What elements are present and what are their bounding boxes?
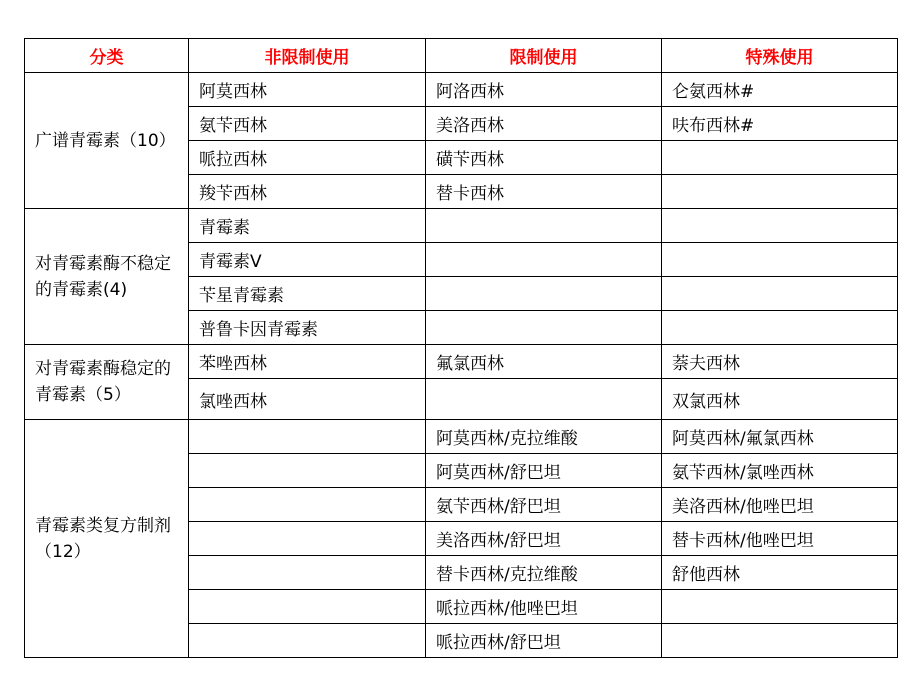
penicillin-classification-table bbox=[24, 38, 898, 658]
unrestricted-cell bbox=[189, 454, 426, 488]
unrestricted-cell bbox=[189, 624, 426, 658]
category-cell: 对青霉素酶稳定的青霉素（5） bbox=[25, 345, 189, 420]
category-cell: 广谱青霉素（10） bbox=[25, 73, 189, 209]
special-cell: 萘夫西林 bbox=[662, 345, 898, 379]
table-row bbox=[25, 345, 898, 379]
unrestricted-cell: 青霉素V bbox=[189, 243, 426, 277]
restricted-cell bbox=[426, 311, 662, 345]
restricted-cell: 磺苄西林 bbox=[426, 141, 662, 175]
special-cell bbox=[662, 590, 898, 624]
special-cell bbox=[662, 175, 898, 209]
restricted-cell: 美洛西林 bbox=[426, 107, 662, 141]
special-cell: 阿莫西林/氟氯西林 bbox=[662, 420, 898, 454]
table-row bbox=[25, 209, 898, 243]
category-cell: 青霉素类复方制剂（12） bbox=[25, 420, 189, 658]
unrestricted-cell: 羧苄西林 bbox=[189, 175, 426, 209]
unrestricted-cell: 哌拉西林 bbox=[189, 141, 426, 175]
restricted-cell: 氨苄西林/舒巴坦 bbox=[426, 488, 662, 522]
restricted-cell: 替卡西林/克拉维酸 bbox=[426, 556, 662, 590]
special-cell bbox=[662, 311, 898, 345]
special-cell bbox=[662, 141, 898, 175]
special-cell bbox=[662, 243, 898, 277]
special-cell: 替卡西林/他唑巴坦 bbox=[662, 522, 898, 556]
restricted-cell: 哌拉西林/舒巴坦 bbox=[426, 624, 662, 658]
restricted-cell bbox=[426, 209, 662, 243]
unrestricted-cell: 苄星青霉素 bbox=[189, 277, 426, 311]
unrestricted-cell bbox=[189, 488, 426, 522]
restricted-cell: 哌拉西林/他唑巴坦 bbox=[426, 590, 662, 624]
unrestricted-cell: 普鲁卡因青霉素 bbox=[189, 311, 426, 345]
restricted-cell: 美洛西林/舒巴坦 bbox=[426, 522, 662, 556]
header-restricted: 限制使用 bbox=[426, 39, 662, 73]
unrestricted-cell bbox=[189, 590, 426, 624]
table-row bbox=[25, 73, 898, 107]
restricted-cell: 阿莫西林/舒巴坦 bbox=[426, 454, 662, 488]
restricted-cell: 氟氯西林 bbox=[426, 345, 662, 379]
special-cell: 仑氨西林# bbox=[662, 73, 898, 107]
header-category: 分类 bbox=[25, 39, 189, 73]
table-row bbox=[25, 420, 898, 454]
unrestricted-cell: 氨苄西林 bbox=[189, 107, 426, 141]
special-cell bbox=[662, 624, 898, 658]
unrestricted-cell: 阿莫西林 bbox=[189, 73, 426, 107]
header-special: 特殊使用 bbox=[662, 39, 898, 73]
restricted-cell bbox=[426, 243, 662, 277]
unrestricted-cell: 苯唑西林 bbox=[189, 345, 426, 379]
special-cell: 氨苄西林/氯唑西林 bbox=[662, 454, 898, 488]
unrestricted-cell: 氯唑西林 bbox=[189, 379, 426, 420]
special-cell: 舒他西林 bbox=[662, 556, 898, 590]
unrestricted-cell bbox=[189, 420, 426, 454]
category-cell: 对青霉素酶不稳定的青霉素(4) bbox=[25, 209, 189, 345]
special-cell bbox=[662, 277, 898, 311]
restricted-cell: 替卡西林 bbox=[426, 175, 662, 209]
unrestricted-cell: 青霉素 bbox=[189, 209, 426, 243]
restricted-cell bbox=[426, 379, 662, 420]
special-cell: 呋布西林# bbox=[662, 107, 898, 141]
special-cell: 双氯西林 bbox=[662, 379, 898, 420]
unrestricted-cell bbox=[189, 556, 426, 590]
header-unrestricted: 非限制使用 bbox=[189, 39, 426, 73]
special-cell bbox=[662, 209, 898, 243]
special-cell: 美洛西林/他唑巴坦 bbox=[662, 488, 898, 522]
restricted-cell bbox=[426, 277, 662, 311]
header-row bbox=[25, 39, 898, 73]
restricted-cell: 阿洛西林 bbox=[426, 73, 662, 107]
restricted-cell: 阿莫西林/克拉维酸 bbox=[426, 420, 662, 454]
unrestricted-cell bbox=[189, 522, 426, 556]
